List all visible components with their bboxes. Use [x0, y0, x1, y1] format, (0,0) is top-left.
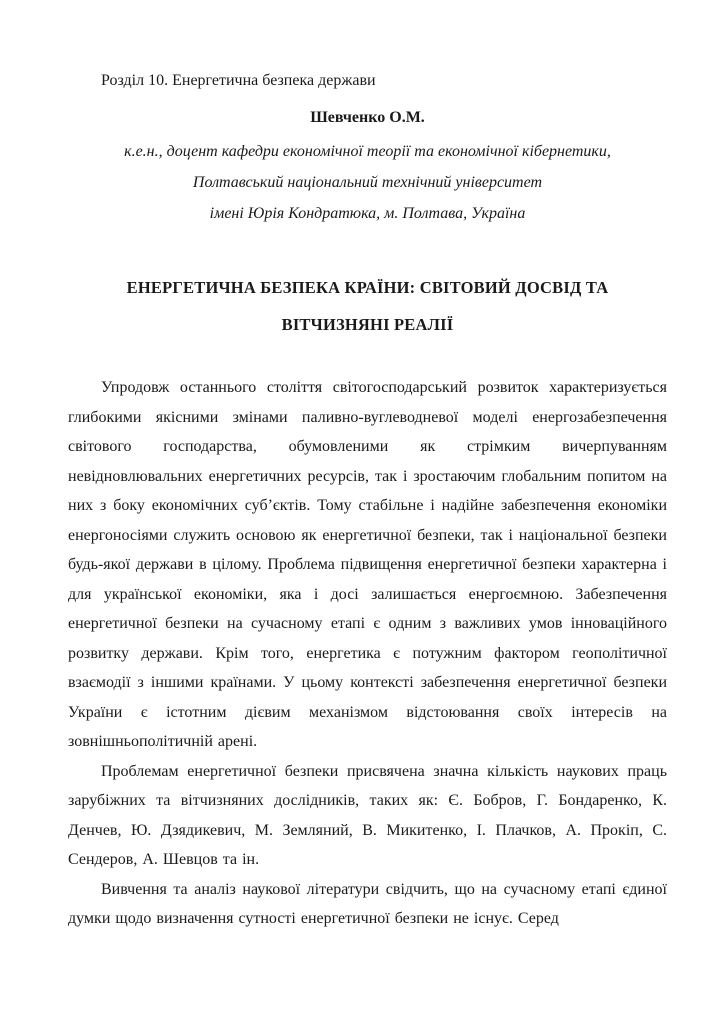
affiliation-line-3: імені Юрія Кондратюка, м. Полтава, Україна	[209, 205, 526, 222]
affiliation-line-1: к.е.н., доцент кафедри економічної теорії та економічної кібернетики,	[124, 143, 611, 160]
chapter-header: Розділ 10. Енергетична безпека держави	[101, 72, 376, 89]
article-title: ЕНЕРГЕТИЧНА БЕЗПЕКА КРАЇНИ: СВІТОВИЙ ДОСВІД ТА ВІТЧИЗНЯНІ РЕАЛІЇ	[126, 278, 609, 334]
author-name: Шевченко О.М.	[310, 109, 425, 126]
paragraph-1: Упродовж останнього століття світогосподарський розвиток характеризується глибокими якісними змінами паливно-вуглеводневої моделі енергозабезпечення світового господарства, обумовленими як стрімким вичерпуванням невідновлювальних енергетичних ресурсів, так і зростаючим глобальним попитом на них з боку економічних суб’єктів. Тому стабільне і надійне забезпечення економіки енергоносіями служить основою як енергетичної безпеки, так і національної безпеки будь-якої держави в цілому. Проблема підвищення енергетичної безпеки характерна і для української економіки, яка і досі залишається енергоємною. Забезпечення енергетичної безпеки на сучасному етапі є одним з важливих умов інноваційного розвитку держави. Крім того, енергетика є потужним фактором геополітичної взаємодії з іншими країнами. У цьому контексті забезпечення енергетичної безпеки України є істотним дієвим механізмом відстоювання своїх інтересів на зовнішньополітичній арені.	[68, 379, 667, 750]
paragraph-2: Проблемам енергетичної безпеки присвячена значна кількість наукових праць зарубіжних та вітчизняних дослідників, таких як: Є. Бобров, Г. Бондаренко, К. Денчев, Ю. Дзядикевич, М. Земляний, В. Микитенко, І. Плачков, А. Прокіп, С. Сендеров, А. Шевцов та ін.	[68, 762, 667, 868]
affiliation-line-2: Полтавський національний технічний університет	[192, 174, 543, 191]
paragraph-3: Вивчення та аналіз наукової літератури свідчить, що на сучасному етапі єдиної думки щодо визначення сутності енергетичної безпеки не існує. Серед	[68, 880, 667, 927]
